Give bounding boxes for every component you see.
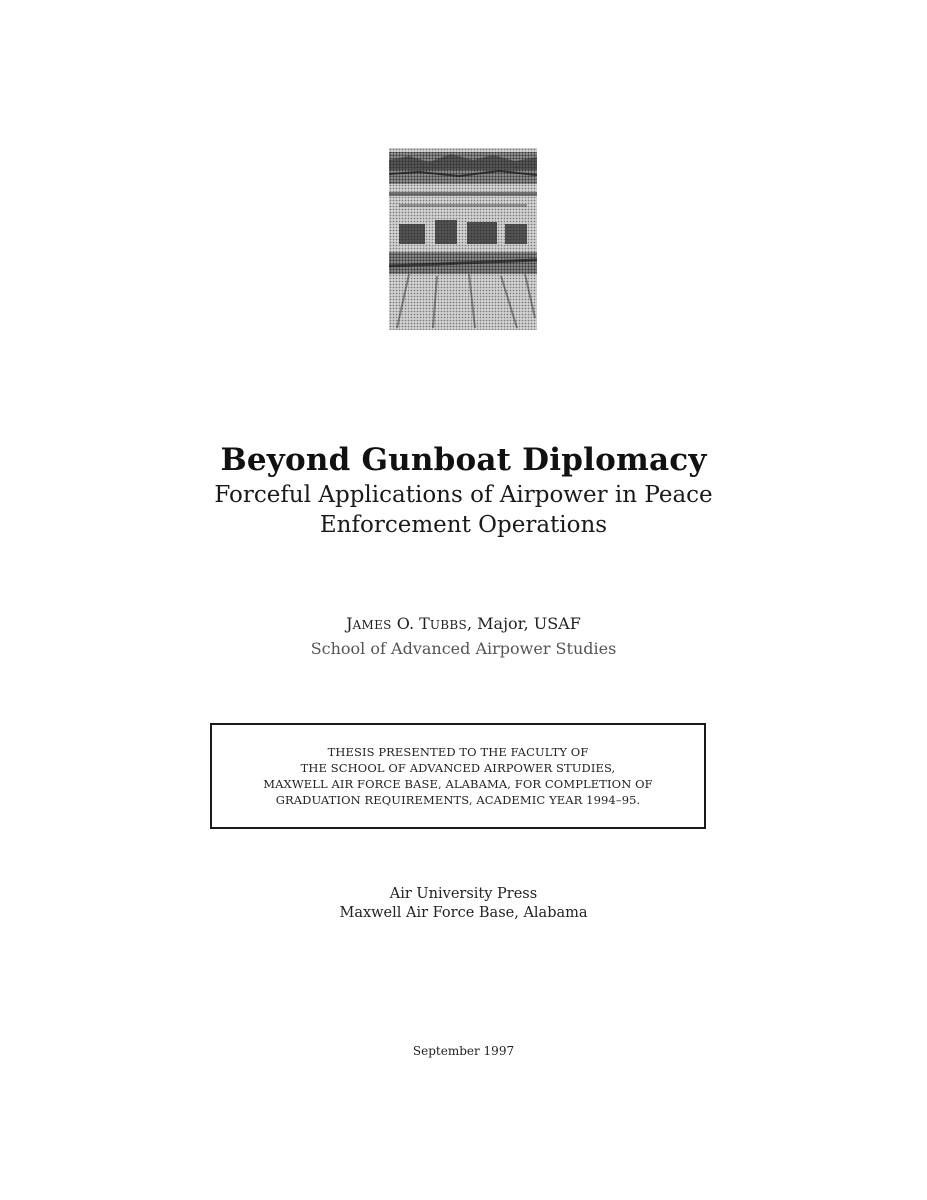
thesis-statement	[263, 744, 652, 808]
author-block	[0, 612, 927, 661]
author-first-initial: J	[346, 614, 353, 633]
thesis-line-3: MAXWELL AIR FORCE BASE, ALABAMA, FOR COMPLETION OF	[263, 777, 653, 791]
publisher-block	[0, 885, 927, 923]
author-last-rest: UBBS	[429, 618, 467, 632]
author-first-rest: AMES	[352, 618, 392, 632]
thesis-line-1: THESIS PRESENTED TO THE FACULTY OF	[327, 745, 589, 759]
thesis-statement-box	[210, 723, 706, 829]
document-title: Beyond Gunboat Diplomacy	[220, 442, 707, 478]
publication-date: September 1997	[412, 1044, 515, 1058]
school-name: School of Advanced Airpower Studies	[310, 639, 617, 658]
publisher-name: Air University Press	[389, 886, 538, 902]
cover-photo	[389, 148, 537, 330]
author-last-initial: T	[419, 614, 430, 633]
title-block	[0, 440, 927, 540]
document-subtitle-line-2: Enforcement Operations	[319, 512, 608, 538]
publisher-location: Maxwell Air Force Base, Alabama	[339, 905, 588, 921]
author-middle: O.	[391, 614, 420, 633]
thesis-line-2: THE SCHOOL OF ADVANCED AIRPOWER STUDIES,	[300, 761, 616, 775]
author-rank: , Major, USAF	[466, 614, 581, 633]
author-name	[0, 612, 927, 637]
thesis-line-4: GRADUATION REQUIREMENTS, ACADEMIC YEAR 1994–95.	[275, 793, 641, 807]
document-subtitle-line-1: Forceful Applications of Airpower in Peace	[214, 482, 713, 508]
